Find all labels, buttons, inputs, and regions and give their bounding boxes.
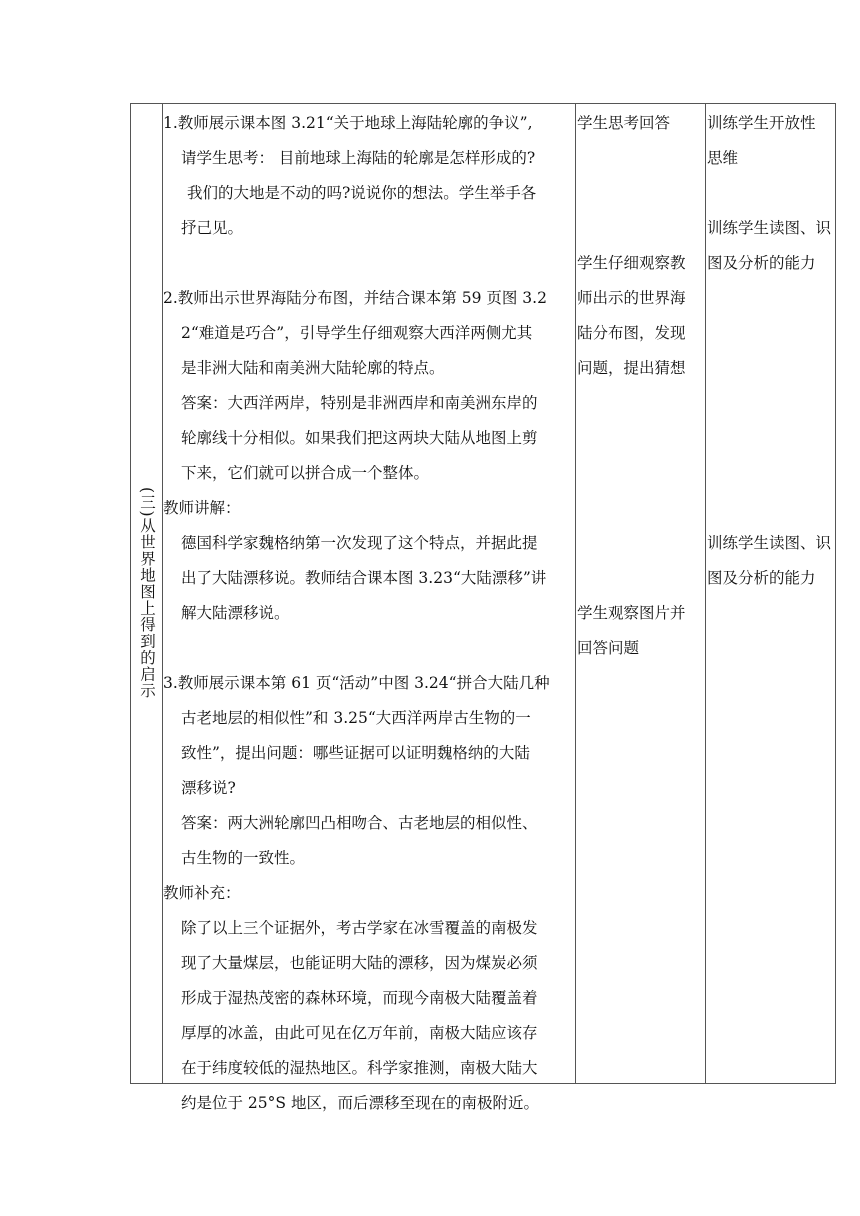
design-intent-text: 训练学生读图、识	[707, 534, 832, 552]
student-activity-text: 学生思考回答	[577, 114, 671, 132]
design-intent-text: 思维	[707, 149, 739, 167]
answer-line: 答案：两大洲轮廓凹凸相吻合、古老地层的相似性、	[181, 814, 538, 832]
student-activity-cell	[577, 106, 705, 666]
student-activity-text: 学生仔细观察教	[577, 254, 686, 272]
design-intent-text: 训练学生读图、识	[707, 219, 832, 237]
answer-line: 古生物的一致性。	[181, 849, 306, 867]
explain-line: 出了大陆漂移说。教师结合课本图 3.23“大陆漂移”讲	[181, 569, 547, 587]
item1-line: 我们的大地是不动的吗?说说你的想法。学生举手各	[187, 184, 537, 202]
student-activity-text: 学生观察图片并	[577, 604, 686, 622]
student-activity-text: 陆分布图，发现	[577, 324, 686, 342]
supplement-line: 约是位于 25°S 地区，而后漂移至现在的南极附近。	[181, 1094, 539, 1112]
teacher-activity-cell	[163, 106, 575, 1121]
supplement-line: 现了大量煤层，也能证明大陆的漂移，因为煤炭必须	[181, 954, 538, 972]
section-label-cell	[131, 104, 162, 1083]
item3-line: 3.教师展示课本第 61 页“活动”中图 3.24“拼合大陆几种	[163, 674, 550, 692]
design-intent-cell	[707, 106, 837, 596]
column-divider	[705, 104, 706, 1083]
explain-line: 德国科学家魏格纳第一次发现了这个特点，并据此提	[181, 534, 538, 552]
answer-line: 答案：大西洋两岸，特别是非洲西岸和南美洲东岸的	[181, 394, 538, 412]
supplement-line: 在于纬度较低的湿热地区。科学家推测，南极大陆大	[181, 1059, 538, 1077]
section-label: (三)从世界地图上得到的启示	[138, 487, 157, 700]
design-intent-text: 训练学生开放性	[707, 114, 816, 132]
item2-line: 2“难道是巧合”，引导学生仔细观察大西洋两侧尤其	[181, 324, 533, 342]
supplement-heading: 教师补充：	[163, 884, 241, 902]
student-activity-text: 回答问题	[577, 639, 640, 657]
student-activity-text: 师出示的世界海	[577, 289, 686, 307]
lesson-table	[130, 103, 836, 1112]
student-activity-text: 问题，提出猜想	[577, 359, 686, 377]
explain-line: 解大陆漂移说。	[181, 604, 290, 622]
design-intent-text: 图及分析的能力	[707, 254, 816, 272]
item3-line: 致性”，提出问题：哪些证据可以证明魏格纳的大陆	[181, 744, 530, 762]
supplement-line: 除了以上三个证据外，考古学家在冰雪覆盖的南极发	[181, 919, 538, 937]
item2-line: 2.教师出示世界海陆分布图，并结合课本第 59 页图 3.2	[163, 289, 547, 307]
item2-line: 是非洲大陆和南美洲大陆轮廓的特点。	[181, 359, 445, 377]
item3-line: 古老地层的相似性”和 3.25“大西洋两岸古生物的一	[181, 709, 531, 727]
item1-line: 抒己见。	[181, 219, 244, 237]
supplement-line: 形成于湿热茂密的森林环境，而现今南极大陆覆盖着	[181, 989, 538, 1007]
design-intent-text: 图及分析的能力	[707, 569, 816, 587]
explain-heading: 教师讲解：	[163, 499, 241, 517]
item1-line: 请学生思考： 目前地球上海陆的轮廓是怎样形成的?	[181, 149, 536, 167]
item1-line: 1.教师展示课本图 3.21“关于地球上海陆轮廓的争议”,	[163, 114, 533, 132]
answer-line: 轮廓线十分相似。如果我们把这两块大陆从地图上剪	[181, 429, 538, 447]
answer-line: 下来，它们就可以拼合成一个整体。	[181, 464, 430, 482]
item3-line: 漂移说?	[181, 779, 236, 797]
supplement-line: 厚厚的冰盖，由此可见在亿万年前，南极大陆应该存	[181, 1024, 538, 1042]
column-divider	[575, 104, 576, 1083]
